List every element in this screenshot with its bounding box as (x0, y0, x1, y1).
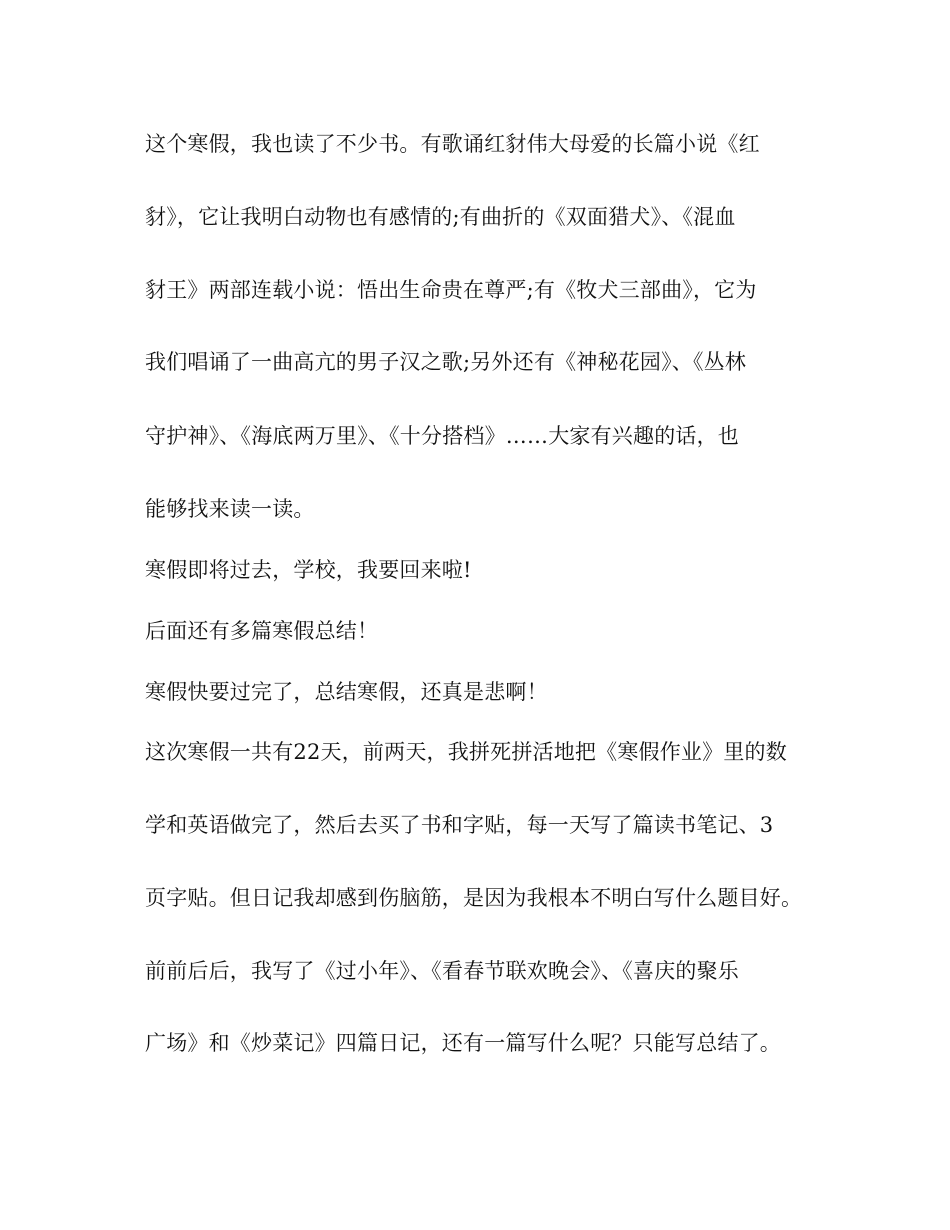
paragraph-line: 我们唱诵了一曲高亢的男子汉之歌;另外还有《神秘花园》、《丛林 (145, 350, 747, 374)
paragraph-line: 广场》和《炒菜记》四篇日记，还有一篇写什么呢？只能写总结了。 (145, 1031, 781, 1055)
paragraph-line: 学和英语做完了，然后去买了书和字贴，每一天写了篇读书笔记、3 (145, 813, 774, 837)
paragraph-line: 能够找来读一读。 (145, 497, 315, 521)
paragraph-line: 这次寒假一共有22天，前两天，我拼死拼活地把《寒假作业》里的数 (145, 740, 787, 764)
paragraph-line: 豺》，它让我明白动物也有感情的;有曲折的《双面猎犬》、《混血 (145, 205, 736, 229)
paragraph-line: 前前后后，我写了《过小年》、《看春节联欢晚会》、《喜庆的聚乐 (145, 959, 739, 983)
paragraph-line: 守护神》、《海底两万里》、《十分搭档》……大家有兴趣的话，也 (145, 424, 739, 448)
paragraph-line: 后面还有多篇寒假总结！ (145, 619, 379, 643)
paragraph-line: 寒假快要过完了，总结寒假，还真是悲啊！ (145, 680, 548, 704)
paragraph-line: 页字贴。但日记我却感到伤脑筋，是因为我根本不明白写什么题目好。 (145, 886, 803, 910)
paragraph-line: 这个寒假，我也读了不少书。有歌诵红豺伟大母爱的长篇小说《红 (145, 132, 760, 156)
paragraph-line: 豺王》两部连载小说：悟出生命贵在尊严;有《牧犬三部曲》，它为 (145, 278, 757, 302)
paragraph-line: 寒假即将过去，学校，我要回来啦! (145, 558, 472, 582)
